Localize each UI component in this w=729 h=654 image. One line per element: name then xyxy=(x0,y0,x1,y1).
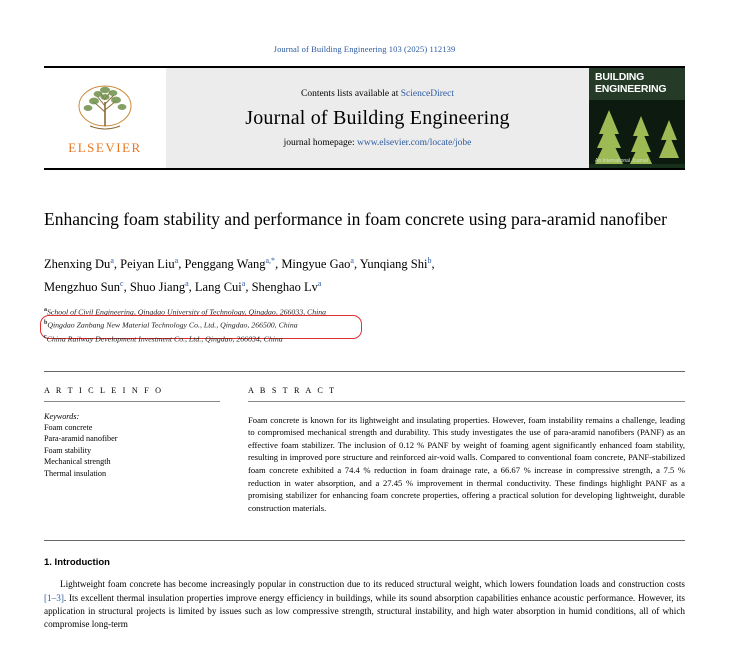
author-name: Mingyue Gao xyxy=(281,257,351,272)
abstract-text: Foam concrete is known for its lightweight and insulating properties. However, foam instability remains a challenge, leading to compromised mechanical strength and durability. This study investigates the use of para-aramid nanofibers (PANF) as an effective foam stabilizer. The inclusion of 0.12 % PANF by weight of foaming agent significantly enhanced foam stability, resulting in improved pore structure and reinforced air-void walls. Compared to conventional foam concrete, PANF-stabilized foam concrete exhibited a 74.4 % reduction in foam drainage rate, a 66.67 % increase in compressive strength, a 7.5 % reduction in water absorption, and a 27.45 % improvement in thermal conductivity. These findings highlight PANF as a promising stabilizer for enhancing foam concrete properties, offering a practical solution for developing lightweight, durable construction materials. xyxy=(248,414,685,513)
affiliation-item-highlighted xyxy=(44,318,685,331)
cover-title xyxy=(595,72,681,95)
publisher-logo xyxy=(44,68,166,168)
affiliation-item xyxy=(44,332,685,345)
affiliation-text: School of Civil Engineering, Qingdao University of Technology, Qingdao, 266033, China xyxy=(47,307,327,317)
author-name: Zhenxing Du xyxy=(44,257,111,272)
keyword-item: Thermal insulation xyxy=(44,468,107,478)
author-affiliation-marker: a xyxy=(350,256,354,265)
journal-homepage-line xyxy=(284,138,472,148)
homepage-prefix: journal homepage: xyxy=(283,137,357,148)
keyword-item: Foam stability xyxy=(44,445,92,455)
keyword-item: Foam concrete xyxy=(44,422,93,432)
keywords-label: Keywords: xyxy=(44,411,80,421)
affiliation-marker: c xyxy=(44,333,47,340)
sciencedirect-link[interactable]: ScienceDirect xyxy=(400,88,454,99)
author-affiliation-marker: a xyxy=(174,256,179,265)
paragraph-text-part1: Lightweight foam concrete has become increasingly popular in construction due to its reduced structural weight, which lowers foundation loads and construction costs xyxy=(60,579,685,590)
masthead-center xyxy=(166,68,589,168)
author-affiliation-marker: a xyxy=(110,256,114,265)
author-affiliation-marker: a,* xyxy=(265,256,276,265)
abstract-column xyxy=(248,386,685,515)
contents-prefix: Contents lists available at xyxy=(300,88,401,99)
journal-cover-thumbnail xyxy=(589,68,685,168)
author-affiliation-marker: c xyxy=(120,279,124,289)
author-name: Lang Cui xyxy=(194,280,242,295)
elsevier-tree-icon xyxy=(70,82,140,138)
section-heading-introduction: 1. Introduction xyxy=(44,557,110,569)
affiliation-text: China Railway Development Investment Co., Ltd., Qingdao, 266034, China xyxy=(46,334,283,344)
author-name: Penggang Wang xyxy=(184,257,266,272)
author-line-2: Mengzhuo Sun$^c$, Shuo Jiang$^a$, Lang Cui$^a$, Shenghao Lv$^a$ xyxy=(44,279,322,295)
contents-available-line xyxy=(301,89,454,99)
author-name: Mengzhuo Sun xyxy=(44,280,121,295)
keyword-item: Para-aramid nanofiber xyxy=(44,434,118,444)
author-line-1: Zhenxing Du$^a$, Peiyan Liu$^a$, Penggang Wang$^{a,*}$, Mingyue Gao$^a$, Yunqiang Shi$^b$, xyxy=(44,256,435,272)
keyword-item: Mechanical strength xyxy=(44,457,111,467)
author-list xyxy=(44,251,685,297)
journal-homepage-link[interactable]: www.elsevier.com/locate/jobe xyxy=(356,137,472,148)
citation-link[interactable]: [1–3] xyxy=(44,592,64,603)
author-name: Shenghao Lv xyxy=(251,280,318,295)
author-affiliation-marker: a xyxy=(317,279,322,289)
article-info-column xyxy=(44,386,220,515)
page-title: Enhancing foam stability and performance in foam concrete using para-aramid nanofiber xyxy=(44,209,667,229)
abstract-heading: A B S T R A C T xyxy=(248,385,337,395)
info-abstract-columns xyxy=(44,386,685,515)
journal-masthead xyxy=(44,66,685,170)
body-section-divider xyxy=(44,540,685,541)
affiliation-list xyxy=(44,305,685,344)
article-info-heading: A R T I C L E I N F O xyxy=(44,385,164,395)
cover-subtitle: An International Journal xyxy=(595,158,648,164)
affiliation-text: Qingdao Zanbang New Material Technology Co., Ltd., Qingdao, 266500, China xyxy=(47,321,298,330)
info-section-divider xyxy=(44,371,685,372)
running-head: Journal of Building Engineering 103 (2025) 112139 xyxy=(273,44,456,54)
cover-title-line2: ENGINEERING xyxy=(595,82,667,95)
abstract-rule xyxy=(248,401,685,402)
affiliation-marker: a xyxy=(44,307,47,314)
introduction-paragraph xyxy=(44,578,685,631)
keywords-list xyxy=(44,422,220,480)
journal-title: Journal of Building Engineering xyxy=(245,106,510,129)
article-info-rule xyxy=(44,401,220,402)
author-affiliation-marker: b xyxy=(427,256,432,265)
author-name: Shuo Jiang xyxy=(129,280,186,295)
affiliation-marker: b xyxy=(44,320,48,327)
author-name: Peiyan Liu xyxy=(120,257,175,272)
paragraph-text-part2: . Its excellent thermal insulation properties improve energy efficiency in buildings, while its sound absorption capabilities enhance acoustic performance. However, its application in structural projects is limited by issues such as low compressive strength, structural instability, and high water absorption in humid conditions, all of which compromise long-term xyxy=(44,592,685,629)
elsevier-wordmark: ELSEVIER xyxy=(68,140,142,155)
author-affiliation-marker: a xyxy=(241,279,246,289)
affiliation-item xyxy=(44,305,685,318)
cover-title-line1: BUILDING xyxy=(595,71,645,83)
author-name: Yunqiang Shi xyxy=(359,257,428,272)
author-affiliation-marker: a xyxy=(185,279,189,289)
